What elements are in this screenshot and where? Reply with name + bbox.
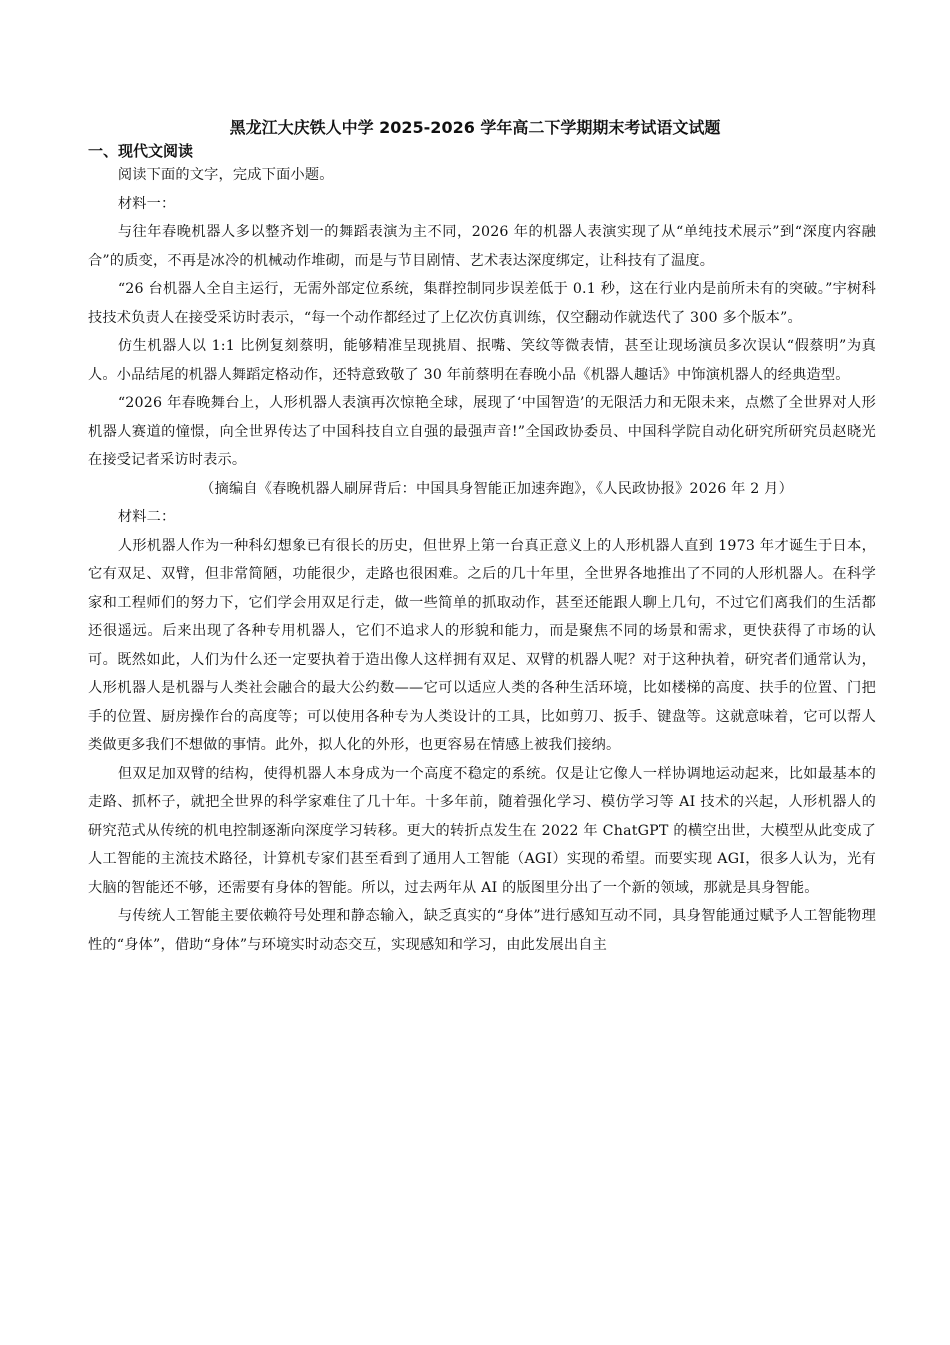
material-one-paragraph: 与往年春晚机器人多以整齐划一的舞蹈表演为主不同，2026 年的机器人表演实现了从“单纯技术展示”到“深度内容融合”的质变，不再是冰冷的机械动作堆砌，而是与节目剧情、艺术表达深度绑定，让科技有了温度。	[88, 224, 876, 269]
material-two-paragraph: 但双足加双臂的结构，使得机器人本身成为一个高度不稳定的系统。仅是让它像人一样协调地运动起来，比如最基本的走路、抓杯子，就把全世界的科学家难住了几十年。十多年前，随着强化学习、模仿学习等 AI 技术的兴起，人形机器人的研究范式从传统的机电控制逐渐向深度学习转移。更大的转折点发生在 2022 年 ChatGPT 的横空出世，大模型从此变成了人工智能的主流技术路径，计算机专家们甚至看到了通用人工智能（AGI）实现的希望。而要实现 AGI，很多人认为，光有大脑的智能还不够，还需要有身体的智能。所以，过去两年从 AI 的版图里分出了一个新的领域，那就是具身智能。	[88, 765, 876, 896]
section-heading: 一、现代文阅读	[88, 142, 194, 160]
material-one-paragraph: 仿生机器人以 1:1 比例复刻蔡明，能够精准呈现挑眉、抿嘴、笑纹等微表情，甚至让现场演员多次误认“假蔡明”为真人。小品结尾的机器人舞蹈定格动作，还特意致敬了 30 年前蔡明在春晚小品《机器人趣话》中饰演机器人的经典造型。	[88, 338, 876, 383]
material-one-label: 材料一：	[117, 195, 176, 212]
material-two-paragraph: 与传统人工智能主要依赖符号处理和静态输入，缺乏真实的“身体”进行感知互动不同，具身智能通过赋予人工智能物理性的“身体”，借助“身体”与环境实时动态交互，实现感知和学习，由此发展出自主	[88, 908, 876, 953]
page-title: 黑龙江大庆铁人中学 2025-2026 学年高二下学期期末考试语文试题	[229, 118, 721, 137]
material-two-paragraph: 人形机器人作为一种科幻想象已有很长的历史，但世界上第一台真正意义上的人形机器人直到 1973 年才诞生于日本，它有双足、双臂，但非常简陋，功能很少，走路也很困难。之后的几十年里，全世界各地推出了不同的人形机器人。在科学家和工程师们的努力下，它们学会用双足行走，做一些简单的抓取动作，甚至还能跟人聊上几句，不过它们离我们的生活都还很遥远。后来出现了各种专用机器人，它们不追求人的形貌和能力，而是聚焦不同的场景和需求，更快获得了市场的认可。既然如此，人们为什么还一定要执着于造出像人这样拥有双足、双臂的机器人呢？对于这种执着，研究者们通常认为，人形机器人是机器与人类社会融合的最大公约数——它可以适应人类的各种生活环境，比如楼梯的高度、扶手的位置、门把手的位置、厨房操作台的高度等；可以使用各种专为人类设计的工具，比如剪刀、扳手、键盘等。这就意味着，它可以帮人类做更多我们不想做的事情。此外，拟人化的外形，也更容易在情感上被我们接纳。	[88, 537, 876, 753]
material-two-label: 材料二：	[117, 509, 176, 525]
material-one-paragraph: “26 台机器人全自主运行，无需外部定位系统，集群控制同步误差低于 0.1 秒，这在行业内是前所未有的突破。”宇树科技技术负责人在接受采访时表示，“每一个动作都经过了上亿次仿真训练，仅空翻动作就迭代了 300 多个版本”。	[88, 281, 876, 326]
material-one-paragraph: “2026 年春晚舞台上，人形机器人表演再次惊艳全球，展现了‘中国智造’的无限活力和无限未来，点燃了全世界对人形机器人赛道的憧憬，向全世界传达了中国科技自立自强的最强声音!”全国政协委员、中国科学院自动化研究所研究员赵晓光在接受记者采访时表示。	[88, 395, 876, 468]
instruction-text: 阅读下面的文字，完成下面小题。	[117, 167, 334, 183]
material-one-source: （摘编自《春晚机器人刷屏背后：中国具身智能正加速奔跑》，《人民政协报》2026 年 2 月）	[200, 480, 793, 497]
reading-passage	[88, 161, 876, 959]
